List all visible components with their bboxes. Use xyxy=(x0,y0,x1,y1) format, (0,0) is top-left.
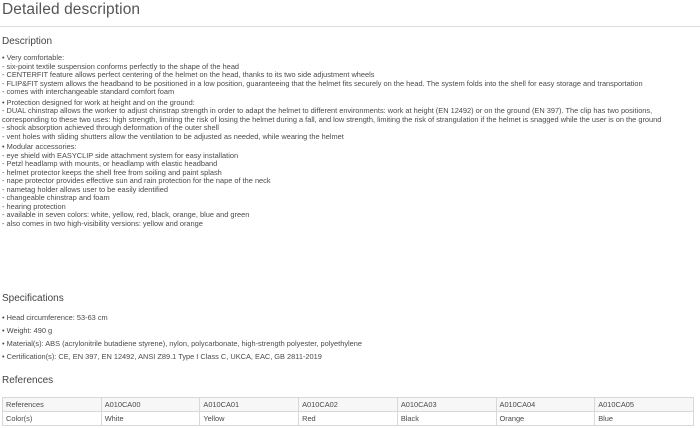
table-cell: A010CA03 xyxy=(397,398,496,412)
description-line: - eye shield with EASYCLIP side attachment system for easy installation xyxy=(2,150,239,160)
references-table xyxy=(2,397,694,426)
table-cell: White xyxy=(101,412,200,426)
description-line: - Petzl headlamp with mounts, or headlamp with elastic headband xyxy=(2,159,218,168)
description-line: - also comes in two high-visibility versions: yellow and orange xyxy=(2,218,203,228)
description-line: - hearing protection xyxy=(2,201,66,211)
description-line: - comes with interchangeable standard comfort foam xyxy=(2,87,175,96)
description-block xyxy=(2,54,696,97)
table-cell: A010CA02 xyxy=(299,398,398,412)
description-line: - DUAL chinstrap allows the worker to adjust chinstrap strength in order to adapt the helmet to different environments: work at height (EN 12492) or on the ground (EN 397). The clip has two positions, corresponding to these two uses: high strength, limiting the risk of losing the helmet during a fall, and low strength, limiting the risk of strangulation if the helmet is snagged while the user is on the ground xyxy=(2,106,662,124)
spec-item: • Weight: 490 g xyxy=(2,326,53,336)
description-line: - available in seven colors: white, yellow, red, black, orange, blue and green xyxy=(2,210,250,219)
description-line: - nape protector provides effective sun and rain protection for the nape of the neck xyxy=(2,176,271,185)
description-bullet: • Very comfortable: xyxy=(2,53,65,62)
description-line: - changeable chinstrap and foam xyxy=(2,193,110,202)
table-cell: Yellow xyxy=(200,412,299,426)
spec-item: • Certification(s): CE, EN 397, EN 12492, ANSI Z89.1 Type I Class C, UKCA, EAC, GB 2811-2019 xyxy=(2,352,322,362)
description-line: - helmet protector keeps the shell free from soiling and paint splash xyxy=(2,167,222,177)
references-heading: References xyxy=(2,375,54,386)
description-block xyxy=(2,143,696,228)
table-cell: A010CA00 xyxy=(101,398,200,412)
page-title: Detailed description xyxy=(2,1,141,18)
spec-item: • Material(s): ABS (acrylonitrile butadiene styrene), nylon, polycarbonate, high-strength polyester, polyethylene xyxy=(2,339,362,349)
table-cell: A010CA04 xyxy=(496,398,595,412)
table-cell: Black xyxy=(397,412,496,426)
table-cell: Color(s) xyxy=(3,412,102,426)
title-divider xyxy=(0,26,700,27)
table-cell: A010CA05 xyxy=(595,398,694,412)
table-cell: References xyxy=(3,398,102,412)
description-block xyxy=(2,99,696,142)
table-cell: Blue xyxy=(595,412,694,426)
description-bullet: • Modular accessories: xyxy=(2,142,77,151)
table-cell: Red xyxy=(299,412,398,426)
description-line: - vent holes with sliding shutters allow the ventilation to be adjusted as needed, while wearing the helmet xyxy=(2,131,344,141)
specifications-heading: Specifications xyxy=(2,293,64,304)
description-line: - nametag holder allows user to be easily identified xyxy=(2,184,168,194)
description-line: - FLIP&FIT system allows the headband to be positioned in a low position, guaranteeing that the helmet fits securely on the head. The system folds into the shell for easy storage and transportation xyxy=(2,78,643,88)
description-bullet: • Protection designed for work at height and on the ground: xyxy=(2,97,195,107)
table-row xyxy=(3,412,694,426)
table-cell: A010CA01 xyxy=(200,398,299,412)
specifications-list xyxy=(2,311,696,363)
description-body xyxy=(2,54,696,230)
description-line: - CENTERFIT feature allows perfect centering of the helmet on the head, thanks to its two side adjustment wheels xyxy=(2,70,375,79)
table-row xyxy=(3,398,694,412)
description-line: - shock absorption achieved through deformation of the outer shell xyxy=(2,123,219,132)
spec-item: • Head circumference: 53-63 cm xyxy=(2,313,108,322)
description-heading: Description xyxy=(2,36,53,47)
description-line: - six-point textile suspension conforms perfectly to the shape of the head xyxy=(2,61,240,71)
table-cell: Orange xyxy=(496,412,595,426)
